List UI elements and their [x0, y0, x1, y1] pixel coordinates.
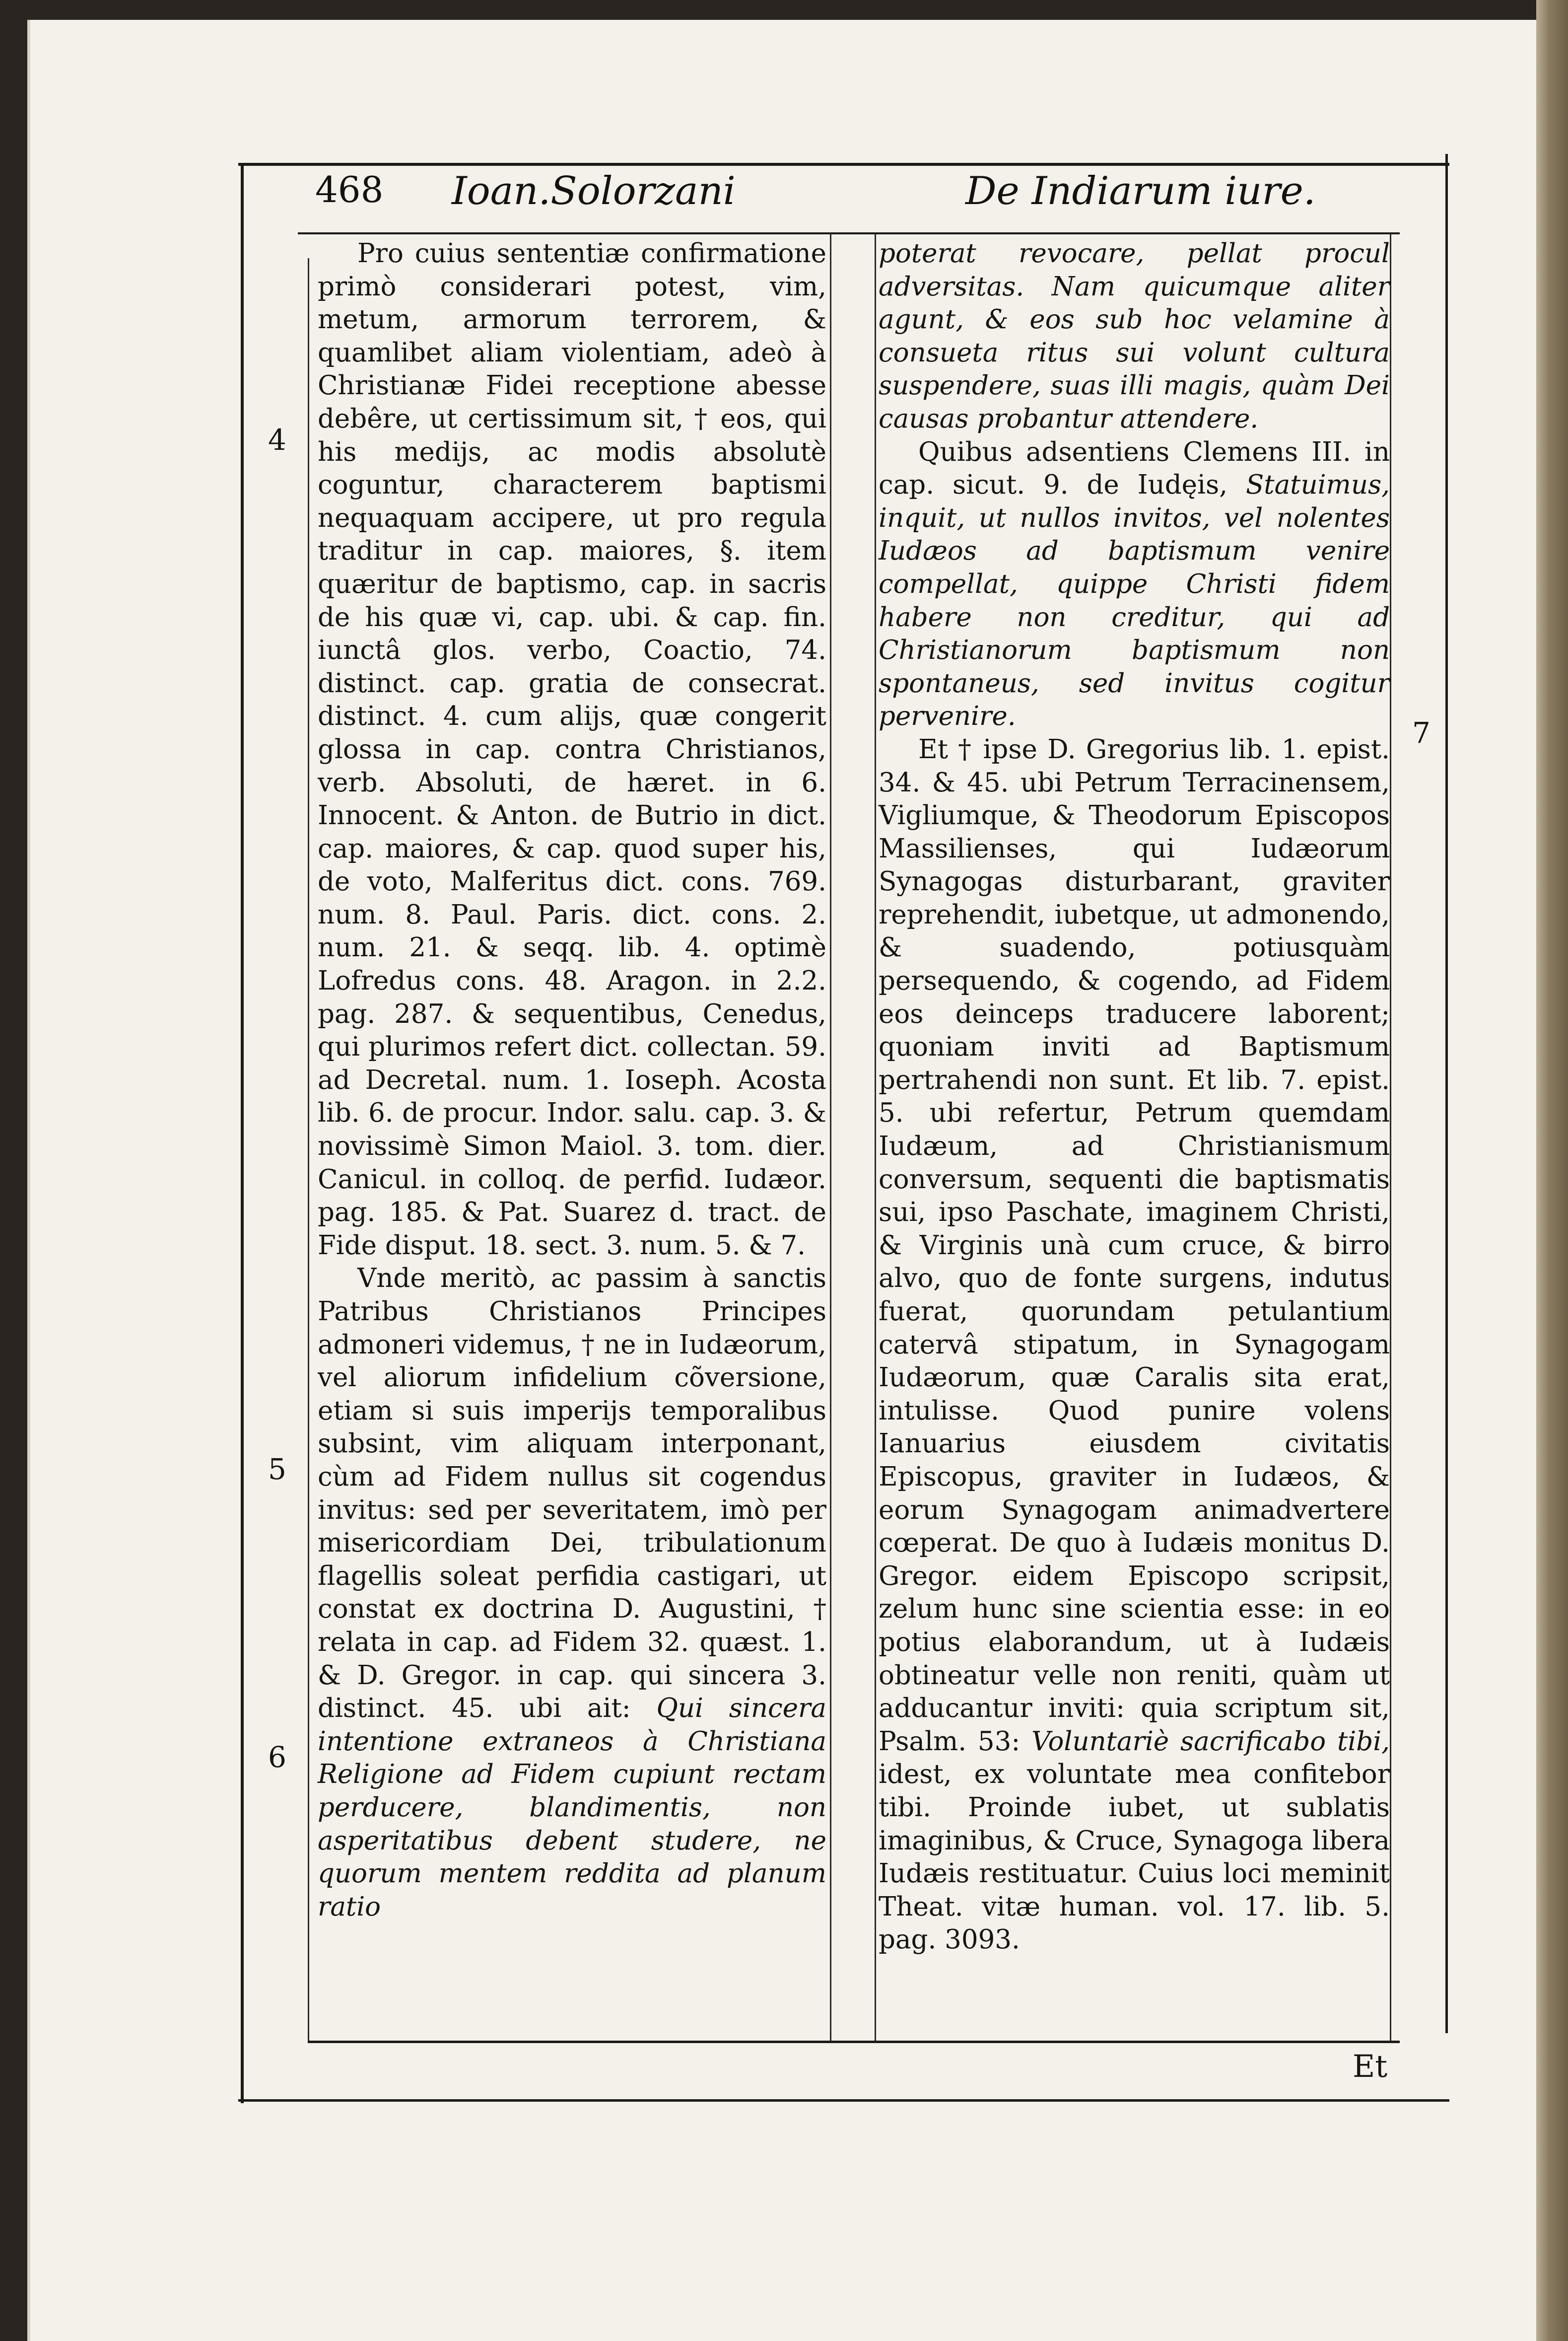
catchword: Et: [1353, 2048, 1388, 2084]
page-number: 468: [315, 169, 384, 211]
column-rule-left: [308, 258, 309, 2041]
margin-number-7: 7: [1412, 716, 1431, 750]
italic-quotation: Qui sincera intentione extraneos à Christiana Religione ad Fidem cupiunt rectam perducere, blandimentis, non asperitatibus debent studere, ne quorum mentem reddita ad planum ratio: [318, 1693, 826, 1922]
paragraph-et-ipse: [879, 733, 1390, 1957]
paragraph-text: Et † ipse D. Gregorius lib. 1. epist. 34. & 45. ubi Petrum Terracinensem, Vigliumque, & Theodorum Episcopos Massilienses, qui Iudæorum Synagogas disturbarant, graviter reprehendit, iubetque, ut admonendo, & suadendo, potiusquàm persequendo, & cogendo, ad Fidem eos deinceps traducere laborent; quoniam inviti ad Baptismum pertrahendi non sunt. Et lib. 7. epist. 5. ubi refertur, Petrum quemdam Iudæum, ad Christianismum conversum, sequenti die baptismatis sui, ipso Paschate, imaginem Christi, & Virginis unà cum cruce, & birro alvo, quo de fonte surgens, indutus fuerat, quorundam petulantium catervâ stipatum, in Synagogam Iudæorum, quæ Caralis sita erat, intulisse. Quod punire volens Ianuarius eiusdem civitatis Episcopus, graviter in Iudæos, & eorum Synagogam animadvertere cœperat. De quo à Iudæis monitus D. Gregor. eidem Episcopo scripsit, zelum hunc sine scientia esse: in eo potius elaborandum, ut à Iudæis obtineatur velle non reniti, quàm ut adducantur inviti: quia scriptum sit, Psalm. 53:: [879, 734, 1390, 1757]
right-text-column: [879, 237, 1390, 1957]
margin-number-6: 6: [268, 1740, 286, 1774]
margin-number-4: 4: [268, 423, 286, 457]
frame-left-rule: [241, 163, 244, 2103]
italic-quotation: Voluntariè sacrificabo tibi,: [1031, 1726, 1390, 1757]
italic-continuation: [879, 237, 1390, 436]
paragraph-text: Vnde meritò, ac passim à sanctis Patribus Christianos Principes admoneri videmus, † ne in Iudæorum, vel aliorum infidelium cõversione, etiam si suis imperijs temporalibus subsint, vim aliquam interponant, cùm ad Fidem nullus sit cogendus invitus: sed per severitatem, imò per misericordiam Dei, tribulationum flagellis soleat perfidia castigari, ut constat ex doctrina D. Augustini, † relata in cap. ad Fidem 32. quæst. 1. & D. Gregor. in cap. qui sincera 3. distinct. 45. ubi ait:: [318, 1263, 826, 1724]
paragraph-quibus-adsentiens: [879, 436, 1390, 733]
paragraph-pro-cuius: Pro cuius sententiæ confirmatione primò considerari potest, vim, metum, armorum terrorem, & quamlibet aliam violentiam, adeò à Christianæ Fidei receptione abesse debêre, ut certissimum sit, † eos, qui his medijs, ac modis absolutè coguntur, characterem baptismi nequaquam accipere, ut pro regula traditur in cap. maiores, §. item quæritur de baptismo, cap. in sacris de his quæ vi, cap. ubi. & cap. fin. iunctâ glos. verbo, Coactio, 74. distinct. cap. gratia de consecrat. distinct. 4. cum alijs, quæ congerit glossa in cap. contra Christianos, verb. Absoluti, de hæret. in 6. Innocent. & Anton. de Butrio in dict. cap. maiores, & cap. quod super his, de voto, Malferitus dict. cons. 769. num. 8. Paul. Paris. dict. cons. 2. num. 21. & seqq. lib. 4. optimè Lofredus cons. 48. Aragon. in 2.2. pag. 287. & sequentibus, Cenedus, qui plurimos refert dict. collectan. 59. ad Decretal. num. 1. Ioseph. Acosta lib. 6. de procur. Indor. salu. cap. 3. & novissimè Simon Maiol. 3. tom. dier. Canicul. in colloq. de perfid. Iudæor. pag. 185. & Pat. Suarez d. tract. de Fide disput. 18. sect. 3. num. 5. & 7.: [318, 238, 826, 1261]
header-rule: [298, 232, 1400, 234]
column-rule-center-a: [830, 233, 831, 2041]
footer-rule: [308, 2041, 1400, 2043]
margin-number-5: 5: [268, 1452, 286, 1486]
book-binding-edge: [1536, 0, 1568, 2341]
left-text-column: [318, 237, 826, 1923]
italic-quotation: poterat revocare, pellat procul adversitas. Nam quicumque aliter agunt, & eos sub hoc velamine à consueta ritus sui volunt cultura suspendere, suas illi magis, quàm Dei causas probantur attendere.: [879, 238, 1390, 434]
frame-right-rule: [1445, 154, 1448, 2033]
column-rule-center-b: [875, 233, 876, 2041]
running-head-author: Ioan.Solorzani: [452, 169, 736, 213]
italic-quotation: Statuimus, inquit, ut nullos invitos, vel nolentes Iudæos ad baptismum venire compellat, quippe Christi fidem habere non creditur, qui ad Christianorum baptismum non spontaneus, sed invitus cogitur pervenire.: [879, 470, 1390, 732]
paragraph-vnde-merito: [318, 1262, 826, 1923]
frame-top-rule: [238, 163, 1449, 166]
paragraph-text: idest, ex voluntate mea confitebor tibi. Proinde iubet, ut sublatis imaginibus, & Cruce, Synagoga libera Iudæis restituatur. Cuius loci meminit Theat. vitæ human. vol. 17. lib. 5. pag. 3093.: [879, 1759, 1390, 1955]
frame-bottom-rule: [238, 2099, 1449, 2102]
running-head-title: De Indiarum iure.: [965, 169, 1316, 213]
column-rule-right: [1390, 233, 1391, 2041]
paragraph-text: Quibus adsentiens Clemens III. in cap. sicut. 9. de Iudęis,: [879, 436, 1390, 500]
